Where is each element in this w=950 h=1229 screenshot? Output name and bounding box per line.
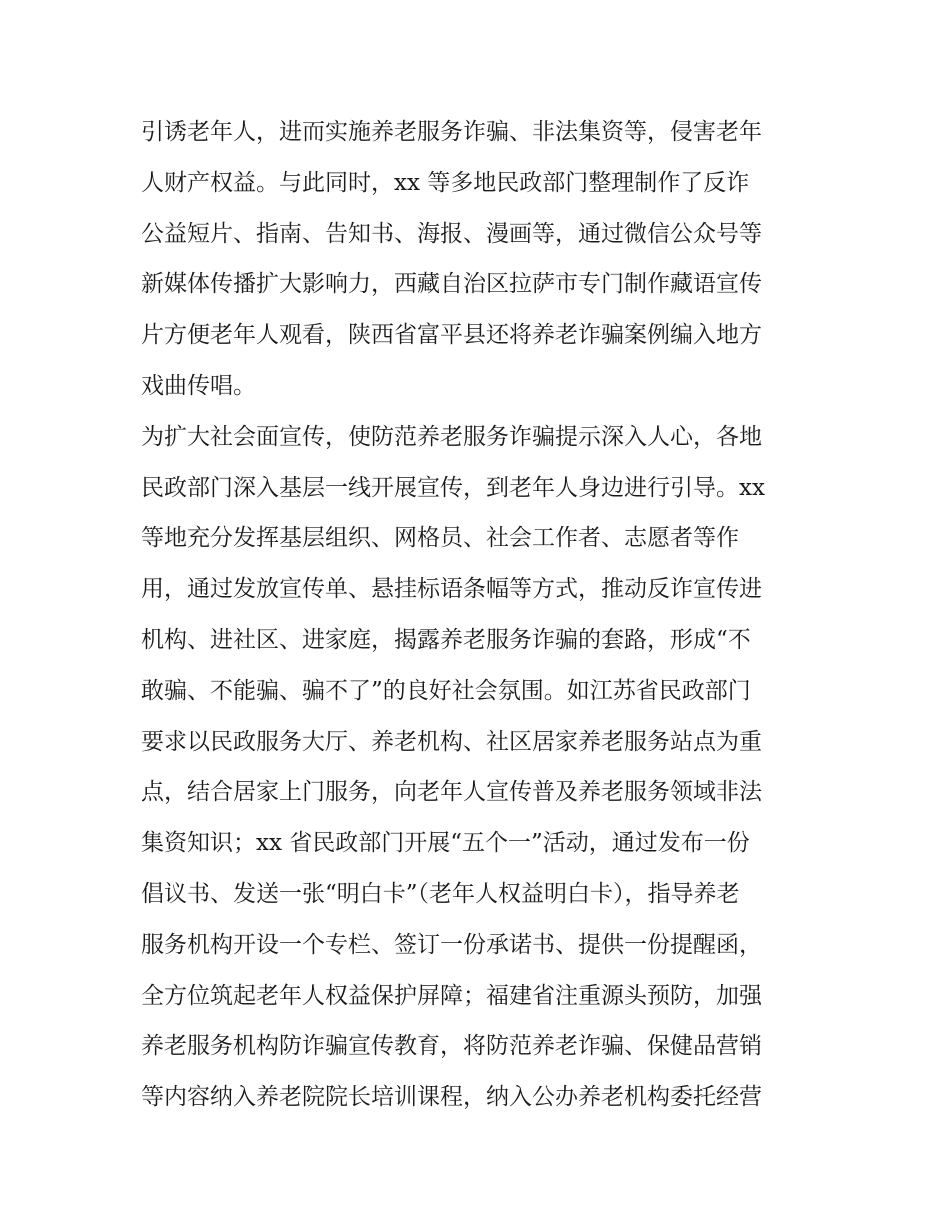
text-line: 新媒体传播扩大影响力，西藏自治区拉萨市专门制作藏语宣传	[141, 271, 762, 298]
text-line: 引诱老年人，进而实施养老服务诈骗、非法集资等，侵害老年	[141, 119, 762, 145]
text-line: 集资知识；xx 省民政部门开展“五个一”活动，通过发布一份	[141, 830, 750, 857]
text-line: 全方位筑起老年人权益保护屏障；福建省注重源头预防，加强	[141, 982, 762, 1009]
text-line: 片方便老年人观看，陕西省富平县还将养老诈骗案例编入地方	[141, 322, 762, 349]
text-line: 养老服务机构防诈骗宣传教育，将防范养老诈骗、保健品营销	[141, 1033, 762, 1060]
text-line: 要求以民政服务大厅、养老机构、社区居家养老服务站点为重	[141, 728, 762, 755]
text-line: 戏曲传唱。	[141, 372, 256, 399]
text-line: 用，通过发放宣传单、悬挂标语条幅等方式，推动反诈宣传进	[141, 576, 762, 603]
text-line: 为扩大社会面宣传，使防范养老服务诈骗提示深入人心，各地	[141, 423, 762, 450]
text-line: 等地充分发挥基层组织、网格员、社会工作者、志愿者等作	[141, 525, 739, 552]
text-line: 民政部门深入基层一线开展宣传，到老年人身边进行引导。xx	[141, 474, 765, 501]
document-body	[141, 107, 821, 1123]
text-line: 人财产权益。与此同时，xx 等多地民政部门整理制作了反诈	[141, 169, 750, 196]
text-line: 机构、进社区、进家庭，揭露养老服务诈骗的套路，形成“不	[141, 626, 751, 653]
text-line: 服务机构开设一个专栏、签订一份承诺书、提供一份提醒函，	[141, 931, 762, 958]
text-line: 公益短片、指南、告知书、海报、漫画等，通过微信公众号等	[141, 220, 762, 247]
text-line: 倡议书、发送一张“明白卡”（老年人权益明白卡），指导养老	[141, 880, 740, 907]
text-line: 点，结合居家上门服务，向老年人宣传普及养老服务领域非法	[141, 779, 762, 806]
text-line: 敢骗、不能骗、骗不了”的良好社会氛围。如江苏省民政部门	[141, 677, 751, 704]
text-line: 等内容纳入养老院院长培训课程，纳入公办养老机构委托经营	[141, 1084, 762, 1111]
